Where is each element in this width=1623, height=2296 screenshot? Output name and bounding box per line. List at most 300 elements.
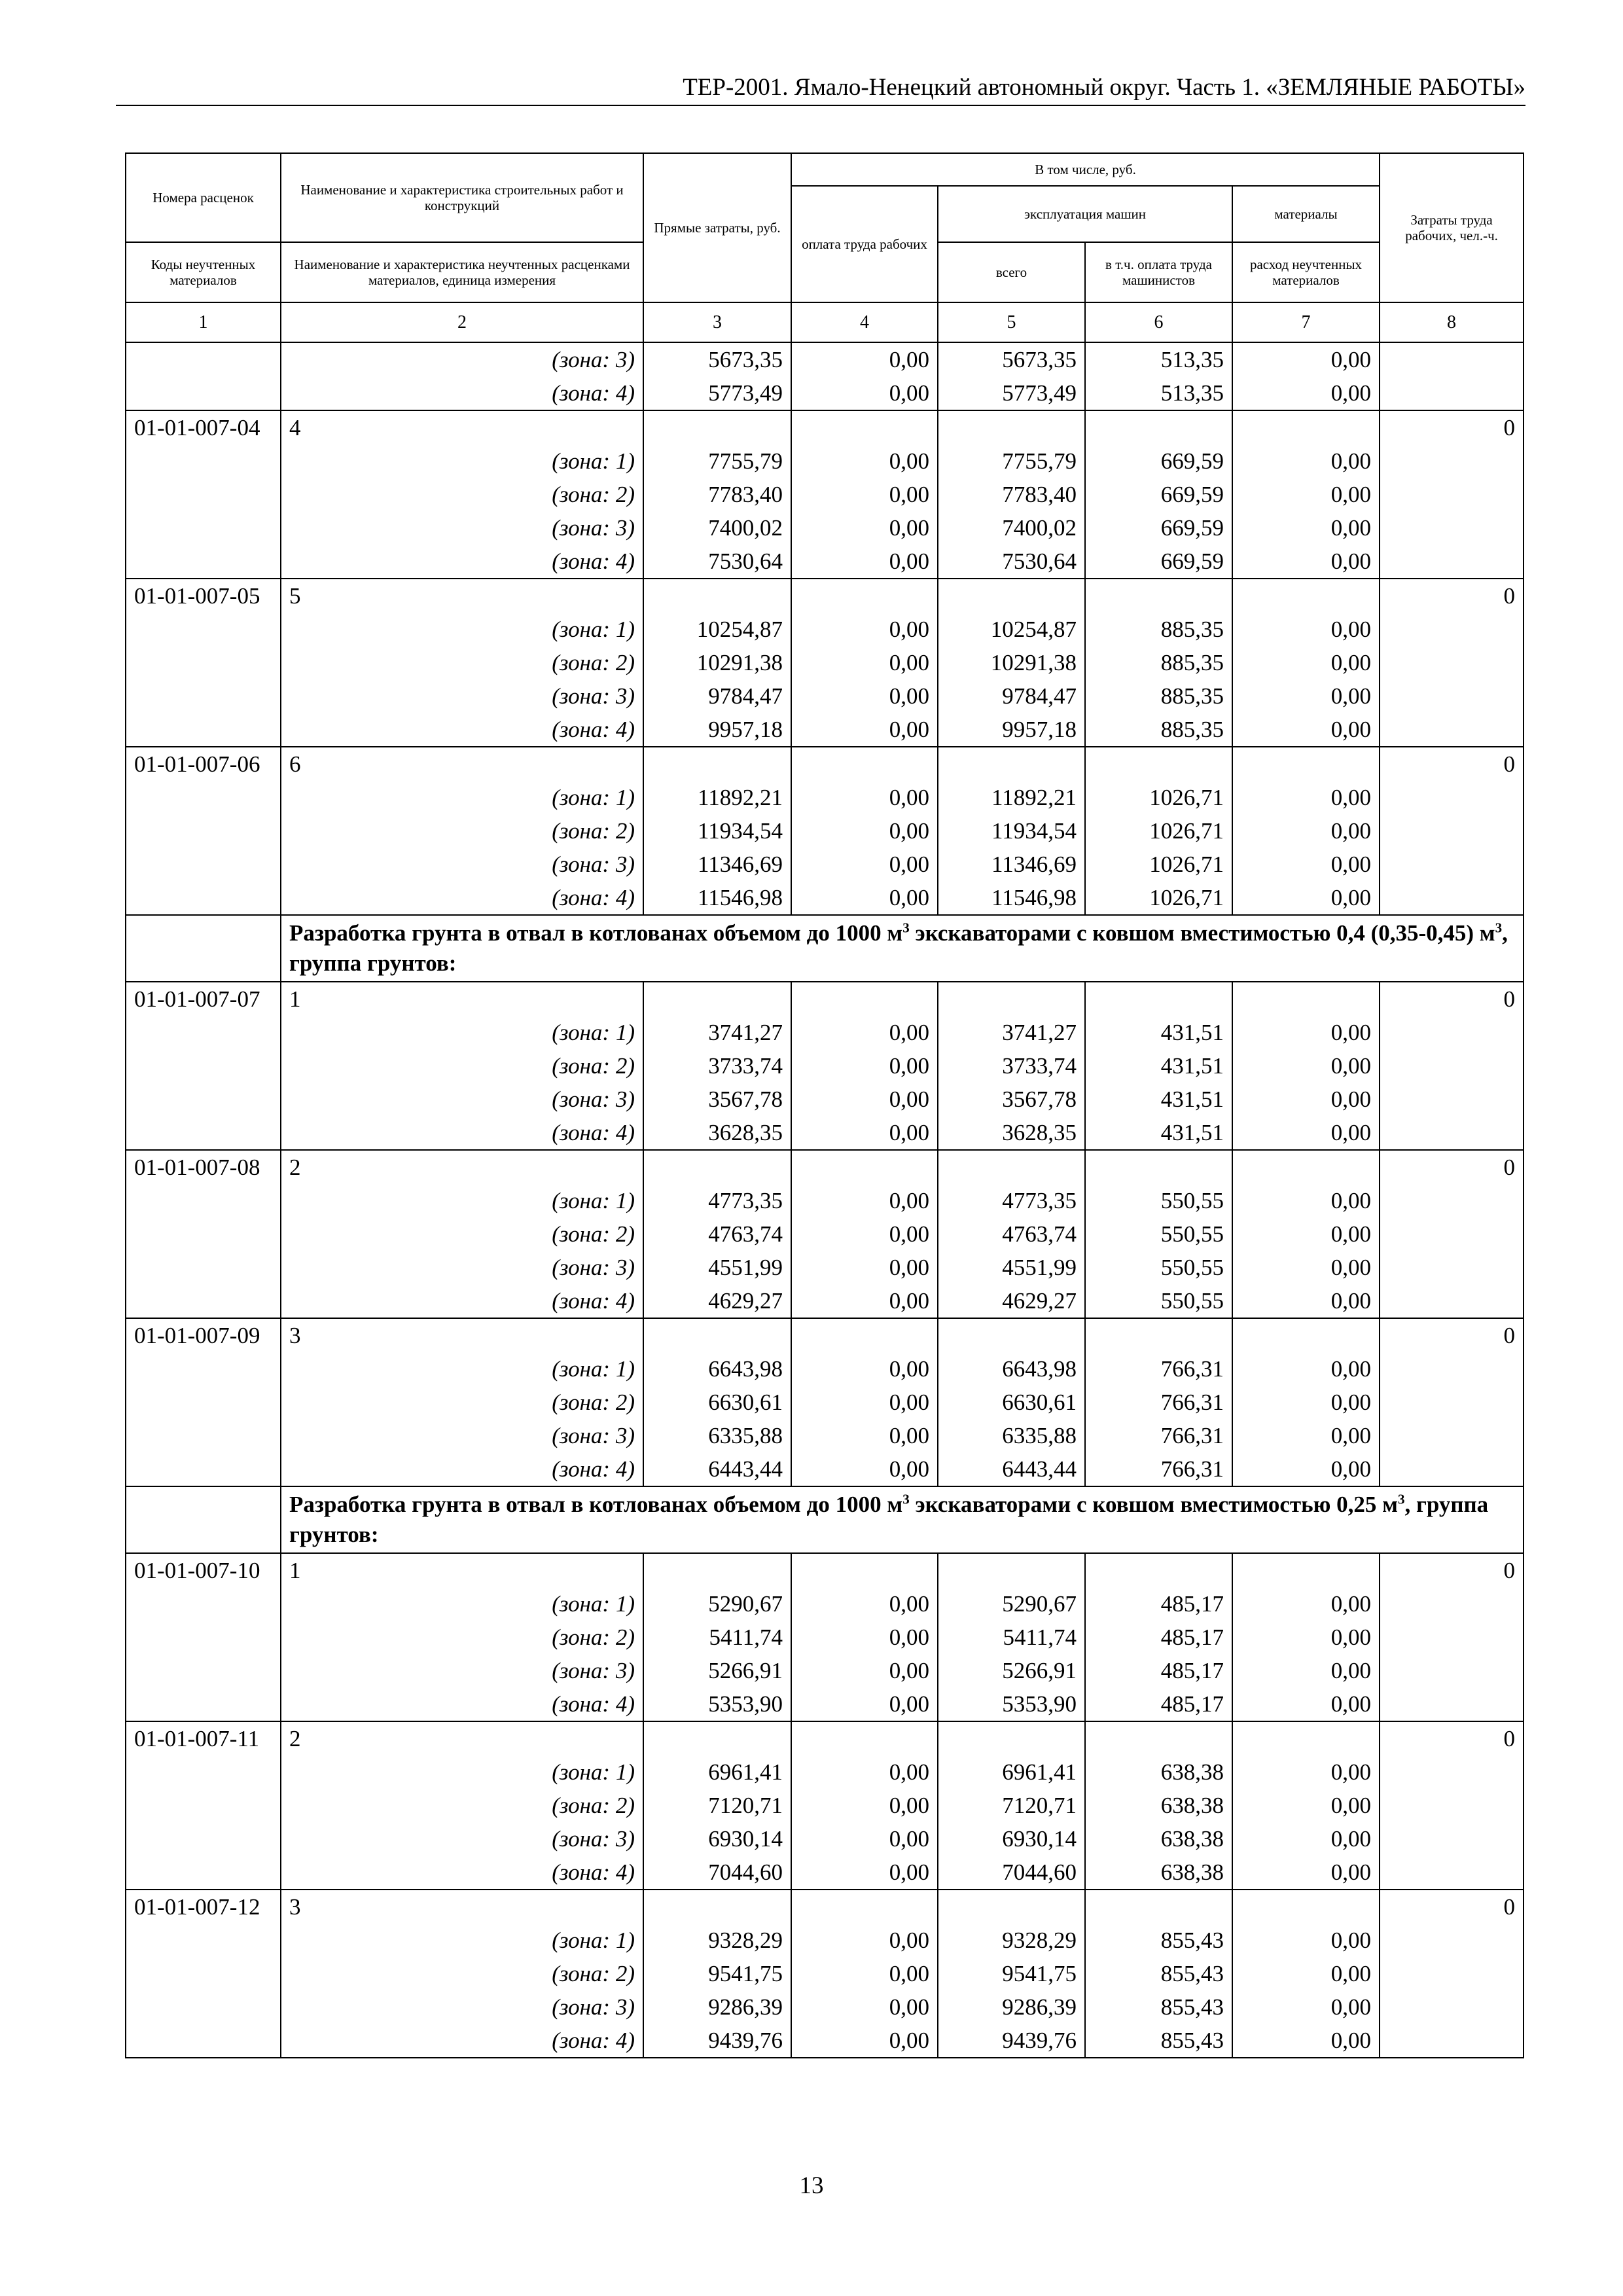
zone-row [126,1386,1524,1419]
empty-cell [1085,410,1232,444]
labor-hours: 0 [1380,1318,1524,1352]
empty-cell [126,1755,281,1789]
col6-header: в т.ч. оплата труда машинистов [1085,242,1232,302]
zone-label: (зона: 1) [281,781,643,814]
rate-code-row [126,1890,1524,1924]
machinists-wages: 669,59 [1085,444,1232,478]
direct-cost: 6643,98 [643,1352,791,1386]
rate-code: 01-01-007-04 [126,410,281,444]
empty-cell [126,1184,281,1217]
worker-wages: 0,00 [791,376,938,410]
worker-wages: 0,00 [791,814,938,848]
empty-cell [1380,1419,1524,1452]
group-incl-header: В том числе, руб. [791,153,1380,186]
worker-wages: 0,00 [791,881,938,915]
machinists-wages: 766,31 [1085,1386,1232,1419]
machines-total: 10254,87 [938,613,1085,646]
empty-cell [643,1553,791,1587]
rate-code: 01-01-007-10 [126,1553,281,1587]
empty-cell [1085,1721,1232,1755]
zone-row [126,1116,1524,1150]
zone-label: (зона: 4) [281,1284,643,1318]
zone-label: (зона: 4) [281,1856,643,1890]
col2-bottom-header: Наименование и характеристика неучтенных расценками материалов, единица измерения [281,242,643,302]
direct-cost: 7530,64 [643,545,791,579]
rate-code-row [126,1318,1524,1352]
column-number: 6 [1085,302,1232,342]
machinists-wages: 638,38 [1085,1822,1232,1856]
machinists-wages: 855,43 [1085,1957,1232,1990]
materials-cost: 0,00 [1232,1452,1380,1486]
direct-cost: 5353,90 [643,1687,791,1721]
zone-row [126,1957,1524,1990]
zone-row [126,1452,1524,1486]
machinists-wages: 431,51 [1085,1083,1232,1116]
section-title [281,1486,1524,1553]
running-header: ТЕР-2001. Ямало-Ненецкий автономный округ. Часть 1. «ЗЕМЛЯНЫЕ РАБОТЫ» [116,71,1525,106]
empty-cell [938,579,1085,613]
worker-wages: 0,00 [791,1184,938,1217]
worker-wages: 0,00 [791,1049,938,1083]
zone-row [126,1083,1524,1116]
worker-wages: 0,00 [791,342,938,376]
empty-cell [791,1150,938,1184]
zone-row [126,679,1524,713]
direct-cost: 10254,87 [643,613,791,646]
materials-cost: 0,00 [1232,1687,1380,1721]
direct-cost: 6630,61 [643,1386,791,1419]
worker-wages: 0,00 [791,848,938,881]
materials-cost: 0,00 [1232,1587,1380,1621]
section-gap-cell [126,915,281,982]
col8-header: Затраты труда рабочих, чел.-ч. [1380,153,1524,302]
empty-cell [126,1789,281,1822]
zone-label: (зона: 3) [281,1654,643,1687]
empty-cell [126,2024,281,2058]
empty-cell [126,1587,281,1621]
empty-cell [643,747,791,781]
materials-cost: 0,00 [1232,376,1380,410]
direct-cost: 11546,98 [643,881,791,915]
direct-cost: 9784,47 [643,679,791,713]
empty-cell [126,511,281,545]
empty-cell [126,1419,281,1452]
zone-label: (зона: 2) [281,478,643,511]
empty-cell [1085,1318,1232,1352]
empty-cell [791,1553,938,1587]
zone-label: (зона: 4) [281,1116,643,1150]
empty-cell [1380,1822,1524,1856]
empty-cell [1380,1957,1524,1990]
machinists-wages: 485,17 [1085,1587,1232,1621]
materials-cost: 0,00 [1232,1755,1380,1789]
rate-code: 01-01-007-05 [126,579,281,613]
zone-label: (зона: 3) [281,1083,643,1116]
machines-total: 7120,71 [938,1789,1085,1822]
section-title-part: 3 [902,1491,910,1507]
materials-cost: 0,00 [1232,1654,1380,1687]
materials-cost: 0,00 [1232,814,1380,848]
machinists-wages: 550,55 [1085,1217,1232,1251]
rate-code: 01-01-007-11 [126,1721,281,1755]
empty-cell [126,814,281,848]
materials-cost: 0,00 [1232,1856,1380,1890]
empty-cell [938,1318,1085,1352]
empty-cell [1380,1452,1524,1486]
empty-cell [1380,342,1524,376]
zone-row [126,1419,1524,1452]
empty-cell [1380,1789,1524,1822]
zone-label: (зона: 1) [281,1924,643,1957]
section-title-part: 3 [902,920,910,936]
machines-total: 4629,27 [938,1284,1085,1318]
empty-cell [791,747,938,781]
rate-code: 01-01-007-06 [126,747,281,781]
machinists-wages: 638,38 [1085,1755,1232,1789]
empty-cell [1380,613,1524,646]
empty-cell [126,1822,281,1856]
worker-wages: 0,00 [791,511,938,545]
machinists-wages: 513,35 [1085,342,1232,376]
zone-label: (зона: 1) [281,1352,643,1386]
worker-wages: 0,00 [791,1116,938,1150]
empty-cell [1085,747,1232,781]
materials-cost: 0,00 [1232,1049,1380,1083]
empty-cell [1085,579,1232,613]
rate-code-row [126,1553,1524,1587]
soil-group: 1 [281,1553,643,1587]
zone-label: (зона: 4) [281,545,643,579]
zone-label: (зона: 2) [281,646,643,679]
zone-label: (зона: 3) [281,342,643,376]
zone-label: (зона: 1) [281,1016,643,1049]
worker-wages: 0,00 [791,1789,938,1822]
worker-wages: 0,00 [791,713,938,747]
empty-cell [1232,579,1380,613]
machinists-wages: 669,59 [1085,511,1232,545]
machines-total: 4763,74 [938,1217,1085,1251]
machinists-wages: 638,38 [1085,1856,1232,1890]
machines-total: 7044,60 [938,1856,1085,1890]
empty-cell [126,713,281,747]
machines-total: 3567,78 [938,1083,1085,1116]
labor-hours: 0 [1380,410,1524,444]
direct-cost: 3628,35 [643,1116,791,1150]
zone-label: (зона: 1) [281,613,643,646]
zone-label: (зона: 3) [281,1251,643,1284]
direct-cost: 7783,40 [643,478,791,511]
direct-cost: 5673,35 [643,342,791,376]
empty-cell [1085,1553,1232,1587]
zone-row [126,781,1524,814]
empty-cell [126,1654,281,1687]
machinists-wages: 431,51 [1085,1016,1232,1049]
machinists-wages: 855,43 [1085,2024,1232,2058]
worker-wages: 0,00 [791,679,938,713]
machines-total: 9957,18 [938,713,1085,747]
direct-cost: 7044,60 [643,1856,791,1890]
empty-cell [938,1150,1085,1184]
empty-cell [1380,646,1524,679]
machinists-wages: 669,59 [1085,478,1232,511]
machines-total: 5353,90 [938,1687,1085,1721]
worker-wages: 0,00 [791,1251,938,1284]
direct-cost: 7400,02 [643,511,791,545]
col3-header: Прямые затраты, руб. [643,153,791,302]
zone-row [126,646,1524,679]
zone-row [126,376,1524,410]
empty-cell [126,848,281,881]
direct-cost: 6961,41 [643,1755,791,1789]
empty-cell [1380,1284,1524,1318]
zone-row [126,1049,1524,1083]
machines-total: 7400,02 [938,511,1085,545]
empty-cell [1232,410,1380,444]
zone-label: (зона: 4) [281,376,643,410]
materials-cost: 0,00 [1232,1016,1380,1049]
section-heading-row [126,1486,1524,1553]
zone-row [126,613,1524,646]
empty-cell [643,1721,791,1755]
machinists-wages: 431,51 [1085,1049,1232,1083]
materials-cost: 0,00 [1232,1217,1380,1251]
worker-wages: 0,00 [791,1822,938,1856]
empty-cell [1085,1150,1232,1184]
direct-cost: 6335,88 [643,1419,791,1452]
empty-cell [1380,1755,1524,1789]
machines-total: 9784,47 [938,679,1085,713]
zone-row [126,1755,1524,1789]
zone-label: (зона: 1) [281,1587,643,1621]
empty-cell [791,1318,938,1352]
materials-cost: 0,00 [1232,1251,1380,1284]
column-number: 7 [1232,302,1380,342]
worker-wages: 0,00 [791,1083,938,1116]
empty-cell [126,1284,281,1318]
zone-row [126,848,1524,881]
column-numbers-row [126,302,1524,342]
empty-cell [126,1856,281,1890]
machinists-wages: 1026,71 [1085,881,1232,915]
zone-label: (зона: 3) [281,511,643,545]
zone-row [126,1924,1524,1957]
machinists-wages: 513,35 [1085,376,1232,410]
zone-label: (зона: 2) [281,1217,643,1251]
worker-wages: 0,00 [791,478,938,511]
empty-cell [1380,1184,1524,1217]
col7-header: расход неучтенных материалов [1232,242,1380,302]
empty-cell [126,781,281,814]
col1-bottom-header: Коды неучтенных материалов [126,242,281,302]
machinists-wages: 1026,71 [1085,848,1232,881]
empty-cell [126,1990,281,2024]
worker-wages: 0,00 [791,1924,938,1957]
zone-label: (зона: 2) [281,1621,643,1654]
section-title-part: 3 [1495,920,1503,936]
direct-cost: 10291,38 [643,646,791,679]
empty-cell [1232,747,1380,781]
machines-total: 11934,54 [938,814,1085,848]
zone-label: (зона: 4) [281,713,643,747]
direct-cost: 3733,74 [643,1049,791,1083]
zone-row [126,881,1524,915]
soil-group: 1 [281,982,643,1016]
empty-cell [126,1251,281,1284]
col1-top-header: Номера расценок [126,153,281,242]
machines-total: 6643,98 [938,1352,1085,1386]
zone-row [126,1687,1524,1721]
worker-wages: 0,00 [791,1856,938,1890]
price-table [125,152,1524,2058]
machinists-wages: 550,55 [1085,1284,1232,1318]
machinists-wages: 1026,71 [1085,781,1232,814]
materials-cost: 0,00 [1232,646,1380,679]
zone-label: (зона: 3) [281,679,643,713]
direct-cost: 9541,75 [643,1957,791,1990]
empty-cell [938,747,1085,781]
machinists-wages: 885,35 [1085,613,1232,646]
direct-cost: 6443,44 [643,1452,791,1486]
direct-cost: 5290,67 [643,1587,791,1621]
empty-cell [938,982,1085,1016]
materials-cost: 0,00 [1232,1083,1380,1116]
direct-cost: 4763,74 [643,1217,791,1251]
zone-label: (зона: 2) [281,1957,643,1990]
materials-cost: 0,00 [1232,1924,1380,1957]
soil-group: 2 [281,1721,643,1755]
empty-cell [1380,444,1524,478]
worker-wages: 0,00 [791,1284,938,1318]
section-title-part: Разработка грунта в отвал в котлованах объемом до 1000 м [289,1492,903,1517]
worker-wages: 0,00 [791,1957,938,1990]
zone-label: (зона: 1) [281,1184,643,1217]
direct-cost: 9439,76 [643,2024,791,2058]
materials-cost: 0,00 [1232,1990,1380,2024]
machines-total: 11346,69 [938,848,1085,881]
zone-row [126,1284,1524,1318]
empty-cell [1380,1654,1524,1687]
zone-row [126,444,1524,478]
empty-cell [126,1924,281,1957]
empty-cell [126,1083,281,1116]
empty-cell [1380,1083,1524,1116]
worker-wages: 0,00 [791,545,938,579]
zone-row [126,1352,1524,1386]
machines-total: 9328,29 [938,1924,1085,1957]
empty-cell [126,1116,281,1150]
empty-cell [1085,982,1232,1016]
materials-cost: 0,00 [1232,713,1380,747]
machines-total: 7755,79 [938,444,1085,478]
machines-total: 5773,49 [938,376,1085,410]
labor-hours: 0 [1380,1890,1524,1924]
zone-label: (зона: 3) [281,1822,643,1856]
section-title-part: 3 [1397,1491,1405,1507]
section-title [281,915,1524,982]
materials-cost: 0,00 [1232,2024,1380,2058]
machines-total: 10291,38 [938,646,1085,679]
page-number: 13 [799,2172,824,2199]
empty-cell [1380,1621,1524,1654]
worker-wages: 0,00 [791,646,938,679]
table-body [126,342,1524,2058]
direct-cost: 9957,18 [643,713,791,747]
empty-cell [126,478,281,511]
labor-hours: 0 [1380,1553,1524,1587]
zone-label: (зона: 1) [281,1755,643,1789]
direct-cost: 5266,91 [643,1654,791,1687]
zone-row [126,1184,1524,1217]
empty-cell [126,881,281,915]
empty-cell [126,1452,281,1486]
empty-cell [1380,1217,1524,1251]
empty-cell [1232,1150,1380,1184]
materials-cost: 0,00 [1232,444,1380,478]
empty-cell [126,444,281,478]
section-gap-cell [126,1486,281,1553]
empty-cell [1380,511,1524,545]
empty-cell [938,1890,1085,1924]
labor-hours: 0 [1380,579,1524,613]
machines-total: 11546,98 [938,881,1085,915]
empty-cell [1380,1856,1524,1890]
rate-code-row [126,1721,1524,1755]
machinists-wages: 885,35 [1085,646,1232,679]
zone-row [126,1789,1524,1822]
direct-cost: 4773,35 [643,1184,791,1217]
materials-cost: 0,00 [1232,511,1380,545]
machines-total: 7530,64 [938,545,1085,579]
materials-cost: 0,00 [1232,1284,1380,1318]
empty-cell [1380,1587,1524,1621]
soil-group: 2 [281,1150,643,1184]
machines-total: 6335,88 [938,1419,1085,1452]
empty-cell [1380,814,1524,848]
materials-cost: 0,00 [1232,881,1380,915]
worker-wages: 0,00 [791,2024,938,2058]
direct-cost: 11346,69 [643,848,791,881]
machinists-wages: 855,43 [1085,1990,1232,2024]
rate-code-row [126,410,1524,444]
labor-hours: 0 [1380,747,1524,781]
materials-cost: 0,00 [1232,1184,1380,1217]
empty-cell [1380,781,1524,814]
column-number: 8 [1380,302,1524,342]
empty-cell [1380,1352,1524,1386]
worker-wages: 0,00 [791,1621,938,1654]
section-title-part: экскаваторами с ковшом вместимостью 0,4 (0,35-0,45) м [909,920,1495,946]
empty-cell [126,1687,281,1721]
empty-cell [1380,713,1524,747]
machinists-wages: 855,43 [1085,1924,1232,1957]
machinists-wages: 766,31 [1085,1452,1232,1486]
empty-cell [1380,1116,1524,1150]
group-machines-header: эксплуатация машин [938,186,1232,242]
machinists-wages: 766,31 [1085,1352,1232,1386]
materials-cost: 0,00 [1232,848,1380,881]
machines-total: 7783,40 [938,478,1085,511]
direct-cost: 7120,71 [643,1789,791,1822]
column-number: 1 [126,302,281,342]
soil-group: 3 [281,1890,643,1924]
zone-row [126,342,1524,376]
zone-row [126,1587,1524,1621]
labor-hours: 0 [1380,982,1524,1016]
direct-cost: 5411,74 [643,1621,791,1654]
empty-cell [1380,1924,1524,1957]
rate-code-row [126,982,1524,1016]
zone-label: (зона: 2) [281,1789,643,1822]
